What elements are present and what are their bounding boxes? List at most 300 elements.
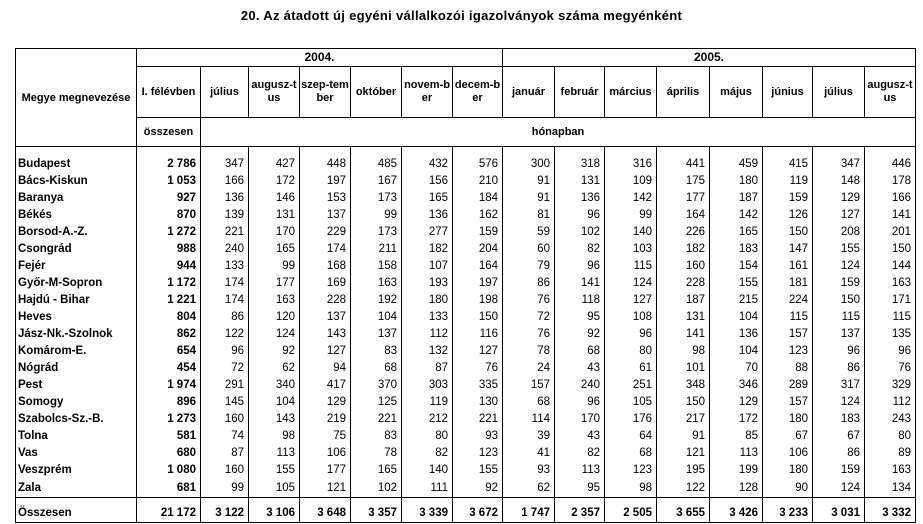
county-name: Békés — [16, 207, 137, 224]
month-value-cell: 80 — [605, 343, 657, 360]
month-value-cell: 104 — [710, 309, 763, 326]
month-value-cell: 83 — [351, 428, 402, 445]
month-value-cell: 86 — [813, 445, 865, 462]
month-value-cell: 164 — [453, 258, 503, 275]
month-value-cell: 146 — [249, 190, 300, 207]
month-value-cell: 137 — [351, 326, 402, 343]
county-name: Szabolcs-Sz.-B. — [16, 411, 137, 428]
month-value-cell: 173 — [351, 190, 402, 207]
month-value-cell: 169 — [300, 275, 351, 292]
month-value-cell: 81 — [503, 207, 555, 224]
month-value-cell: 157 — [763, 326, 813, 343]
month-value-cell: 116 — [453, 326, 503, 343]
month-value-cell: 82 — [555, 445, 605, 462]
month-value-cell: 243 — [865, 411, 916, 428]
month-value-cell: 199 — [710, 462, 763, 479]
month-value-cell: 155 — [813, 241, 865, 258]
month-value-cell: 300 — [503, 156, 555, 173]
month-value-cell: 156 — [402, 173, 453, 190]
first-half-total-cell: 581 — [137, 428, 201, 445]
month-value-cell: 172 — [710, 411, 763, 428]
month-value-cell: 123 — [605, 462, 657, 479]
county-name: Veszprém — [16, 462, 137, 479]
month-value-cell: 136 — [201, 190, 249, 207]
month-value-cell: 167 — [351, 173, 402, 190]
month-value-cell: 76 — [865, 360, 916, 377]
month-header: augusz-tus — [249, 67, 300, 118]
month-header: február — [555, 67, 605, 118]
month-value-cell: 91 — [657, 428, 710, 445]
month-value-cell: 86 — [201, 309, 249, 326]
month-value-cell: 195 — [657, 462, 710, 479]
month-value-cell: 170 — [249, 224, 300, 241]
month-value-cell: 157 — [763, 394, 813, 411]
month-value-cell: 161 — [763, 258, 813, 275]
month-value-cell: 316 — [605, 156, 657, 173]
first-half-total-cell: 804 — [137, 309, 201, 326]
month-value-cell: 137 — [813, 326, 865, 343]
month-value-cell: 159 — [813, 275, 865, 292]
month-value-cell: 224 — [763, 292, 813, 309]
month-value-cell: 76 — [503, 292, 555, 309]
month-value-cell: 317 — [813, 377, 865, 394]
month-value-cell: 82 — [555, 241, 605, 258]
month-value-cell: 210 — [453, 173, 503, 190]
first-half-total-cell: 454 — [137, 360, 201, 377]
month-value-cell: 174 — [201, 292, 249, 309]
table-row — [16, 224, 916, 241]
month-value-cell: 192 — [351, 292, 402, 309]
month-value-cell: 123 — [453, 445, 503, 462]
table-row — [16, 428, 916, 445]
month-value-cell: 96 — [813, 343, 865, 360]
month-value-cell: 165 — [710, 224, 763, 241]
month-value-cell: 162 — [453, 207, 503, 224]
month-value-cell: 119 — [763, 173, 813, 190]
first-half-total-cell: 1 272 — [137, 224, 201, 241]
table-row — [16, 275, 916, 292]
month-value-cell: 102 — [555, 224, 605, 241]
month-value-cell: 98 — [605, 479, 657, 498]
month-header: május — [710, 67, 763, 118]
month-value-cell: 111 — [402, 479, 453, 498]
county-name: Tolna — [16, 428, 137, 445]
month-value-cell: 109 — [605, 173, 657, 190]
month-value-cell: 104 — [351, 309, 402, 326]
month-value-cell: 78 — [503, 343, 555, 360]
month-value-cell: 201 — [865, 224, 916, 241]
month-value-cell: 183 — [813, 411, 865, 428]
month-value-cell: 228 — [300, 292, 351, 309]
first-half-total-cell: 680 — [137, 445, 201, 462]
month-value-cell: 127 — [300, 343, 351, 360]
month-value-cell: 99 — [201, 479, 249, 498]
county-name: Pest — [16, 377, 137, 394]
county-name: Bács-Kiskun — [16, 173, 137, 190]
month-value-cell: 80 — [402, 428, 453, 445]
month-header: június — [763, 67, 813, 118]
month-value-cell: 187 — [710, 190, 763, 207]
month-value-cell: 180 — [763, 462, 813, 479]
month-value-cell: 165 — [402, 190, 453, 207]
month-header: novem-ber — [402, 67, 453, 118]
table-row — [16, 190, 916, 207]
month-value-cell: 163 — [865, 275, 916, 292]
month-value-cell: 168 — [300, 258, 351, 275]
county-column-label: Megye megnevezése — [21, 91, 131, 104]
month-value-cell: 124 — [813, 394, 865, 411]
month-value-cell: 187 — [657, 292, 710, 309]
month-value-cell: 67 — [763, 428, 813, 445]
first-half-total-cell: 896 — [137, 394, 201, 411]
month-value-cell: 159 — [763, 190, 813, 207]
month-value-cell: 101 — [657, 360, 710, 377]
table-row — [16, 394, 916, 411]
month-value-cell: 113 — [249, 445, 300, 462]
month-value-cell: 165 — [351, 462, 402, 479]
month-value-cell: 157 — [503, 377, 555, 394]
month-value-cell: 150 — [813, 292, 865, 309]
month-value-cell: 72 — [201, 360, 249, 377]
month-value-cell: 221 — [201, 224, 249, 241]
table-row — [16, 326, 916, 343]
month-value-cell: 91 — [503, 190, 555, 207]
month-value-cell: 289 — [763, 377, 813, 394]
month-header: április — [657, 67, 710, 118]
month-value-cell: 92 — [249, 343, 300, 360]
table-row — [16, 241, 916, 258]
month-value-cell: 133 — [201, 258, 249, 275]
month-value-cell: 417 — [300, 377, 351, 394]
table-row — [16, 377, 916, 394]
month-value-cell: 217 — [657, 411, 710, 428]
month-value-cell: 79 — [503, 258, 555, 275]
month-value-cell: 123 — [763, 343, 813, 360]
month-value-cell: 106 — [763, 445, 813, 462]
first-half-total-cell: 1 080 — [137, 462, 201, 479]
month-value-cell: 122 — [657, 479, 710, 498]
month-value-cell: 172 — [249, 173, 300, 190]
month-value-cell: 24 — [503, 360, 555, 377]
month-value-cell: 134 — [865, 479, 916, 498]
first-half-total-cell: 1 974 — [137, 377, 201, 394]
month-value-cell: 576 — [453, 156, 503, 173]
month-value-cell: 43 — [555, 360, 605, 377]
month-value-cell: 62 — [249, 360, 300, 377]
month-value-cell: 347 — [813, 156, 865, 173]
month-value-cell: 114 — [503, 411, 555, 428]
month-value-cell: 85 — [710, 428, 763, 445]
month-value-cell: 340 — [249, 377, 300, 394]
month-value-cell: 183 — [710, 241, 763, 258]
month-value-cell: 112 — [402, 326, 453, 343]
month-value-cell: 104 — [710, 343, 763, 360]
month-value-cell: 144 — [865, 258, 916, 275]
month-header: március — [605, 67, 657, 118]
first-half-header: I. félévben — [137, 67, 201, 118]
month-value-cell: 115 — [865, 309, 916, 326]
month-value-cell: 3 106 — [249, 504, 300, 523]
month-value-cell: 61 — [605, 360, 657, 377]
month-value-cell: 92 — [453, 479, 503, 498]
month-value-cell: 159 — [453, 224, 503, 241]
month-value-cell: 93 — [503, 462, 555, 479]
month-value-cell: 60 — [503, 241, 555, 258]
month-value-cell: 143 — [300, 326, 351, 343]
month-value-cell: 132 — [402, 343, 453, 360]
month-value-cell: 370 — [351, 377, 402, 394]
month-value-cell: 125 — [351, 394, 402, 411]
month-value-cell: 107 — [402, 258, 453, 275]
month-value-cell: 76 — [453, 360, 503, 377]
month-value-cell: 115 — [813, 309, 865, 326]
month-value-cell: 329 — [865, 377, 916, 394]
month-value-cell: 64 — [605, 428, 657, 445]
month-value-cell: 89 — [865, 445, 916, 462]
county-name: Baranya — [16, 190, 137, 207]
month-value-cell: 318 — [555, 156, 605, 173]
month-value-cell: 118 — [555, 292, 605, 309]
month-value-cell: 177 — [300, 462, 351, 479]
month-value-cell: 158 — [351, 258, 402, 275]
county-name: Összesen — [16, 504, 137, 523]
month-value-cell: 68 — [503, 394, 555, 411]
month-value-cell: 90 — [763, 479, 813, 498]
month-value-cell: 86 — [503, 275, 555, 292]
month-value-cell: 180 — [710, 173, 763, 190]
month-value-cell: 99 — [249, 258, 300, 275]
month-value-cell: 95 — [555, 309, 605, 326]
month-value-cell: 154 — [710, 258, 763, 275]
month-value-cell: 178 — [865, 173, 916, 190]
month-value-cell: 142 — [710, 207, 763, 224]
month-value-cell: 291 — [201, 377, 249, 394]
data-table — [15, 48, 916, 523]
month-value-cell: 136 — [402, 207, 453, 224]
month-value-cell: 163 — [865, 462, 916, 479]
month-value-cell: 92 — [555, 326, 605, 343]
month-value-cell: 131 — [657, 309, 710, 326]
month-value-cell: 102 — [351, 479, 402, 498]
month-value-cell: 70 — [710, 360, 763, 377]
month-value-cell: 39 — [503, 428, 555, 445]
month-value-cell: 165 — [249, 241, 300, 258]
month-value-cell: 182 — [402, 241, 453, 258]
month-value-cell: 303 — [402, 377, 453, 394]
month-value-cell: 226 — [657, 224, 710, 241]
month-value-cell: 136 — [555, 190, 605, 207]
month-value-cell: 150 — [453, 309, 503, 326]
month-value-cell: 163 — [249, 292, 300, 309]
month-value-cell: 148 — [813, 173, 865, 190]
month-value-cell: 180 — [763, 411, 813, 428]
month-value-cell: 3 426 — [710, 504, 763, 523]
month-value-cell: 155 — [249, 462, 300, 479]
month-value-cell: 219 — [300, 411, 351, 428]
month-value-cell: 135 — [865, 326, 916, 343]
month-value-cell: 96 — [201, 343, 249, 360]
month-value-cell: 150 — [657, 394, 710, 411]
month-value-cell: 106 — [300, 445, 351, 462]
county-name: Fejér — [16, 258, 137, 275]
month-value-cell: 3 648 — [300, 504, 351, 523]
month-value-cell: 141 — [555, 275, 605, 292]
month-value-cell: 164 — [657, 207, 710, 224]
month-value-cell: 83 — [351, 343, 402, 360]
table-row — [16, 343, 916, 360]
month-value-cell: 193 — [402, 275, 453, 292]
first-half-total-cell: 21 172 — [137, 504, 201, 523]
month-value-cell: 119 — [402, 394, 453, 411]
month-value-cell: 181 — [763, 275, 813, 292]
monthly-unit-header: hónapban — [201, 118, 916, 147]
month-value-cell: 131 — [249, 207, 300, 224]
month-value-cell: 229 — [300, 224, 351, 241]
month-value-cell: 150 — [865, 241, 916, 258]
month-value-cell: 3 031 — [813, 504, 865, 523]
month-value-cell: 3 672 — [453, 504, 503, 523]
table-row — [16, 207, 916, 224]
month-value-cell: 240 — [555, 377, 605, 394]
month-value-cell: 211 — [351, 241, 402, 258]
month-value-cell: 160 — [201, 411, 249, 428]
table-row — [16, 462, 916, 479]
month-value-cell: 127 — [605, 292, 657, 309]
month-value-cell: 427 — [249, 156, 300, 173]
county-name: Somogy — [16, 394, 137, 411]
month-value-cell: 43 — [555, 428, 605, 445]
month-value-cell: 103 — [605, 241, 657, 258]
month-value-cell: 121 — [657, 445, 710, 462]
month-value-cell: 96 — [605, 326, 657, 343]
month-value-cell: 348 — [657, 377, 710, 394]
month-header: július — [201, 67, 249, 118]
table-row — [16, 292, 916, 309]
table-row — [16, 258, 916, 275]
month-value-cell: 177 — [657, 190, 710, 207]
month-value-cell: 166 — [201, 173, 249, 190]
county-name: Nógrád — [16, 360, 137, 377]
month-value-cell: 2 357 — [555, 504, 605, 523]
month-value-cell: 112 — [865, 394, 916, 411]
table-row — [16, 156, 916, 173]
year-2004-header: 2004. — [137, 49, 503, 67]
county-column-header — [16, 49, 137, 147]
month-value-cell: 2 505 — [605, 504, 657, 523]
month-value-cell: 145 — [201, 394, 249, 411]
table-title: 20. Az átadott új egyéni vállalkozói igazolványok száma megyénként — [240, 8, 683, 23]
month-value-cell: 113 — [710, 445, 763, 462]
month-value-cell: 141 — [865, 207, 916, 224]
month-value-cell: 197 — [453, 275, 503, 292]
month-value-cell: 68 — [605, 445, 657, 462]
month-value-cell: 3 233 — [763, 504, 813, 523]
table-row — [16, 309, 916, 326]
month-value-cell: 91 — [503, 173, 555, 190]
month-value-cell: 126 — [763, 207, 813, 224]
month-value-cell: 87 — [402, 360, 453, 377]
month-value-cell: 140 — [402, 462, 453, 479]
month-value-cell: 131 — [555, 173, 605, 190]
month-value-cell: 215 — [710, 292, 763, 309]
month-value-cell: 130 — [453, 394, 503, 411]
month-value-cell: 175 — [657, 173, 710, 190]
month-value-cell: 105 — [605, 394, 657, 411]
table-row — [16, 479, 916, 498]
month-header: január — [503, 67, 555, 118]
first-half-total-cell: 1 273 — [137, 411, 201, 428]
month-value-cell: 124 — [249, 326, 300, 343]
month-value-cell: 104 — [249, 394, 300, 411]
month-value-cell: 163 — [351, 275, 402, 292]
month-value-cell: 221 — [351, 411, 402, 428]
first-half-total-cell: 2 786 — [137, 156, 201, 173]
county-name: Komárom-E. — [16, 343, 137, 360]
month-value-cell: 122 — [201, 326, 249, 343]
county-name: Csongrád — [16, 241, 137, 258]
county-name: Hajdú - Bihar — [16, 292, 137, 309]
month-value-cell: 3 332 — [865, 504, 916, 523]
month-value-cell: 160 — [657, 258, 710, 275]
month-value-cell: 347 — [201, 156, 249, 173]
month-value-cell: 115 — [763, 309, 813, 326]
month-value-cell: 208 — [813, 224, 865, 241]
month-value-cell: 159 — [813, 462, 865, 479]
month-value-cell: 448 — [300, 156, 351, 173]
month-value-cell: 251 — [605, 377, 657, 394]
month-value-cell: 124 — [813, 479, 865, 498]
month-value-cell: 128 — [710, 479, 763, 498]
first-half-total-cell: 988 — [137, 241, 201, 258]
month-value-cell: 459 — [710, 156, 763, 173]
month-value-cell: 129 — [710, 394, 763, 411]
month-value-cell: 177 — [249, 275, 300, 292]
month-value-cell: 277 — [402, 224, 453, 241]
month-value-cell: 62 — [503, 479, 555, 498]
month-value-cell: 115 — [605, 258, 657, 275]
county-name: Borsod-A.-Z. — [16, 224, 137, 241]
month-header: szep-tember — [300, 67, 351, 118]
month-value-cell: 105 — [249, 479, 300, 498]
month-value-cell: 133 — [402, 309, 453, 326]
month-value-cell: 1 747 — [503, 504, 555, 523]
month-value-cell: 174 — [300, 241, 351, 258]
month-header: július — [813, 67, 865, 118]
month-value-cell: 204 — [453, 241, 503, 258]
month-value-cell: 171 — [865, 292, 916, 309]
month-value-cell: 198 — [453, 292, 503, 309]
month-value-cell: 74 — [201, 428, 249, 445]
table-row — [16, 173, 916, 190]
first-half-total-cell: 1 172 — [137, 275, 201, 292]
month-value-cell: 99 — [351, 207, 402, 224]
month-value-cell: 3 122 — [201, 504, 249, 523]
county-name: Győr-M-Sopron — [16, 275, 137, 292]
month-value-cell: 98 — [657, 343, 710, 360]
county-name: Budapest — [16, 156, 137, 173]
month-value-cell: 155 — [453, 462, 503, 479]
month-value-cell: 121 — [300, 479, 351, 498]
first-half-total-cell: 681 — [137, 479, 201, 498]
county-name: Heves — [16, 309, 137, 326]
month-value-cell: 142 — [605, 190, 657, 207]
first-half-total-cell: 927 — [137, 190, 201, 207]
month-value-cell: 166 — [865, 190, 916, 207]
month-value-cell: 221 — [453, 411, 503, 428]
month-value-cell: 96 — [555, 394, 605, 411]
month-value-cell: 153 — [300, 190, 351, 207]
month-value-cell: 415 — [763, 156, 813, 173]
